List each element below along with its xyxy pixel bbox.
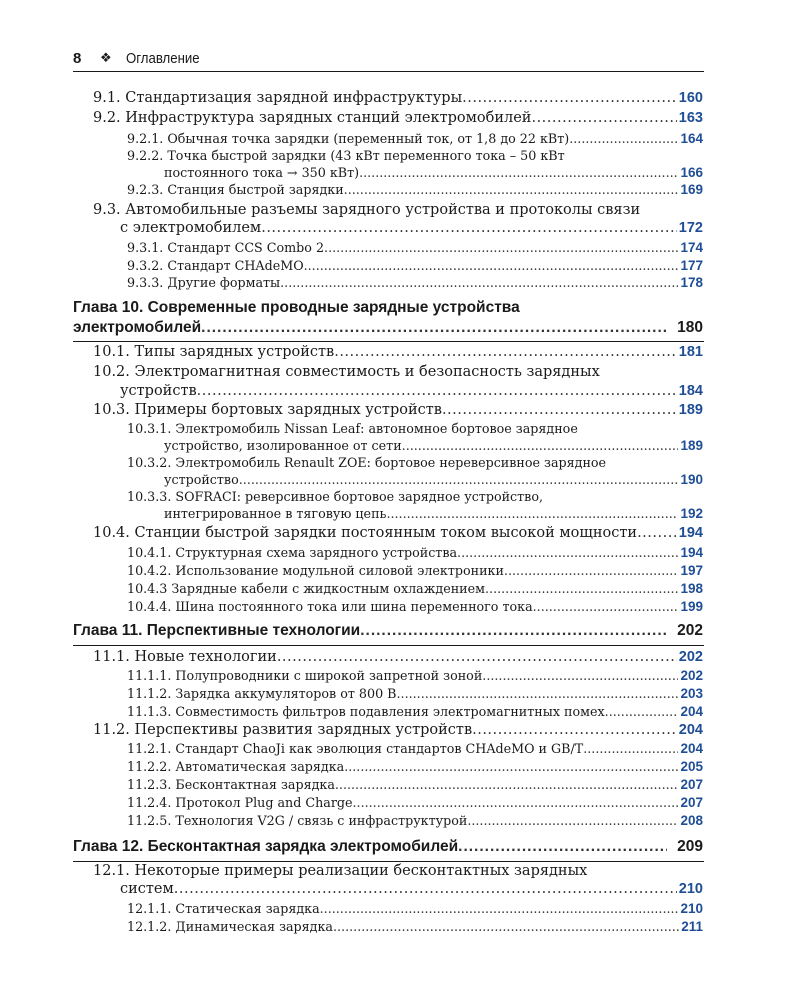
toc-page-number[interactable]: 203: [680, 686, 703, 701]
toc-entry-9-2-3[interactable]: [127, 182, 703, 197]
toc-page-number[interactable]: 199: [680, 599, 703, 614]
toc-page-number[interactable]: 177: [680, 258, 703, 273]
toc-entry-title: 9.1. Стандартизация зарядной инфраструктуры: [93, 90, 463, 106]
chapter-title: Глава 12. Бесконтактная зарядка электромобилей: [73, 838, 459, 855]
toc-entry-9-2-1[interactable]: [127, 131, 703, 146]
toc-page-number[interactable]: 166: [680, 165, 703, 180]
toc-page-number[interactable]: 192: [680, 506, 703, 521]
toc-page-number[interactable]: 181: [678, 344, 703, 360]
toc-entry-title: 9.2. Инфраструктура зарядных станций электромобилей: [93, 110, 532, 126]
toc-entry-title: 11.1.1. Полупроводники с широкой запретной зоной: [127, 668, 483, 683]
toc-page-number[interactable]: 204: [680, 704, 703, 719]
toc-entry-title: 10.4. Станции быстрой зарядки постоянным током высокой мощности: [93, 525, 638, 541]
toc-page-number[interactable]: 178: [680, 275, 703, 290]
toc-entry-11-2-3[interactable]: [127, 777, 703, 792]
toc-entry-11-1[interactable]: [93, 649, 703, 665]
toc-entry-title: 9.2.3. Станция быстрой зарядки: [127, 182, 344, 197]
toc-entry-9-3[interactable]: [120, 220, 703, 236]
toc-entry-title: 11.2.2. Автоматическая зарядка: [127, 759, 345, 774]
toc-entry-title: 11.2.1. Стандарт ChaoJi как эволюция стандартов CHAdeMO и GB/T: [127, 741, 584, 756]
toc-entry-11-2-5[interactable]: [127, 813, 703, 828]
toc-page-number[interactable]: 198: [680, 581, 703, 596]
chapter-11[interactable]: [73, 622, 703, 640]
toc-page-number[interactable]: 202: [677, 622, 703, 639]
toc-page-number[interactable]: 180: [677, 319, 703, 336]
toc-page-number[interactable]: 204: [678, 722, 703, 738]
toc-entry-title: 11.2.3. Бесконтактная зарядка: [127, 777, 335, 792]
toc-entry-10-4-3[interactable]: [127, 581, 703, 596]
toc-entry-title: 12.1.1. Статическая зарядка: [127, 901, 320, 916]
toc-entry-title: устройств: [120, 383, 197, 399]
toc-page-number[interactable]: 210: [680, 901, 703, 916]
toc-entry-10-4-2[interactable]: [127, 563, 703, 578]
toc-page-number[interactable]: 209: [677, 838, 703, 855]
toc-page-number[interactable]: 194: [678, 525, 703, 541]
toc-page-number[interactable]: 194: [680, 545, 703, 560]
toc-entry-title: постоянного тока → 350 кВт): [164, 165, 360, 180]
toc-page-number[interactable]: 197: [680, 563, 703, 578]
toc-entry-9-3-1[interactable]: [127, 240, 703, 255]
toc-entry-title: 10.1. Типы зарядных устройств: [93, 344, 335, 360]
toc-entry-title: 10.3. Примеры бортовых зарядных устройств: [93, 402, 442, 418]
toc-entry-10-3-1[interactable]: [164, 438, 703, 453]
toc-entry-title: устройство, изолированное от сети: [164, 438, 402, 453]
toc-entry-9-2[interactable]: [93, 110, 703, 126]
toc-entry-11-2[interactable]: [93, 722, 703, 738]
toc-page-number[interactable]: 189: [680, 438, 703, 453]
toc-entry-title: 11.2. Перспективы развития зарядных устройств: [93, 722, 473, 738]
toc-page-number[interactable]: 207: [680, 795, 703, 810]
toc-page-number[interactable]: 172: [678, 220, 703, 236]
toc-entry-10-3-3[interactable]: [164, 506, 703, 521]
toc-page-number[interactable]: 202: [680, 668, 703, 683]
toc-entry-title: 9.2.1. Обычная точка зарядки (переменный ток, от 1,8 до 22 кВт): [127, 131, 570, 146]
toc-entry-11-1-3[interactable]: [127, 704, 703, 719]
toc-entry-11-2-4[interactable]: [127, 795, 703, 810]
toc-entry-title: 9.3.1. Стандарт CCS Combo 2: [127, 240, 325, 255]
chapter-10-line1: Глава 10. Современные проводные зарядные устройства: [73, 299, 520, 316]
toc-entry-title: устройство: [164, 472, 239, 487]
chapter-divider: [73, 341, 704, 342]
toc-entry-10-1[interactable]: [93, 344, 703, 360]
toc-entry-title: 10.4.4. Шина постоянного тока или шина переменного тока: [127, 599, 533, 614]
chapter-divider: [73, 861, 704, 862]
diamond-icon: ❖: [100, 50, 112, 65]
chapter-10[interactable]: [73, 319, 703, 337]
toc-entry-9-2-2-line1: 9.2.2. Точка быстрой зарядки (43 кВт переменного тока – 50 кВт: [127, 148, 565, 163]
toc-page-number[interactable]: 169: [680, 182, 703, 197]
chapter-title: Глава 11. Перспективные технологии: [73, 622, 361, 639]
toc-page-number[interactable]: 160: [678, 90, 703, 106]
toc-page-number[interactable]: 211: [681, 919, 703, 934]
toc-entry-title: 10.4.2. Использование модульной силовой электроники: [127, 563, 504, 578]
toc-entry-title: 11.1. Новые технологии: [93, 649, 277, 665]
toc-entry-12-1[interactable]: [120, 881, 703, 897]
toc-entry-11-2-1[interactable]: [127, 741, 703, 756]
toc-entry-12-1-line1: 12.1. Некоторые примеры реализации бесконтактных зарядных: [93, 863, 588, 879]
toc-entry-10-4-4[interactable]: [127, 599, 703, 614]
toc-entry-title: 9.3.3. Другие форматы: [127, 275, 281, 290]
toc-entry-title: интегрированное в тяговую цепь: [164, 506, 387, 521]
toc-entry-10-2-line1: 10.2. Электромагнитная совместимость и безопасность зарядных: [93, 364, 600, 380]
toc-entry-title: с электромобилем: [120, 220, 262, 236]
toc-entry-11-2-2[interactable]: [127, 759, 703, 774]
toc-entry-10-4-1[interactable]: [127, 545, 703, 560]
toc-entry-11-1-2[interactable]: [127, 686, 703, 701]
toc-entry-10-3-2-line1: 10.3.2. Электромобиль Renault ZOE: бортовое нереверсивное зарядное: [127, 455, 607, 470]
toc-entry-9-3-3[interactable]: [127, 275, 703, 290]
toc-page-number[interactable]: 208: [680, 813, 703, 828]
toc-entry-title: систем: [120, 881, 174, 897]
toc-entry-title: 12.1.2. Динамическая зарядка: [127, 919, 333, 934]
toc-page-number[interactable]: 184: [678, 383, 703, 399]
chapter-12[interactable]: [73, 838, 703, 856]
toc-entry-12-1-2[interactable]: [127, 919, 703, 934]
toc-entry-10-3-2[interactable]: [164, 472, 703, 487]
toc-entry-9-1[interactable]: [93, 90, 703, 106]
toc-entry-title: 10.4.1. Структурная схема зарядного устройства: [127, 545, 458, 560]
header-title: Оглавление: [126, 50, 200, 67]
toc-entry-9-2-2[interactable]: [164, 165, 703, 180]
toc-entry-10-3-3-line1: 10.3.3. SOFRACI: реверсивное бортовое зарядное устройство,: [127, 489, 543, 504]
toc-entry-12-1-1[interactable]: [127, 901, 703, 916]
toc-page-number[interactable]: 202: [678, 649, 703, 665]
toc-page-number[interactable]: 164: [680, 131, 703, 146]
toc-entry-10-3-1-line1: 10.3.1. Электромобиль Nissan Leaf: автономное бортовое зарядное: [127, 421, 578, 436]
toc-entry-title: 11.1.2. Зарядка аккумуляторов от 800 В: [127, 686, 397, 701]
toc-entry-title: 11.1.3. Совместимость фильтров подавления электромагнитных помех: [127, 704, 605, 719]
running-header: [73, 49, 704, 72]
toc-entry-10-3[interactable]: [93, 402, 703, 418]
toc-page-number[interactable]: 189: [678, 402, 703, 418]
toc-entry-title: 10.4.3 Зарядные кабели с жидкостным охлаждением: [127, 581, 486, 596]
toc-entry-title: 11.2.4. Протокол Plug and Charge: [127, 795, 353, 810]
toc-page-number[interactable]: 207: [680, 777, 703, 792]
chapter-divider: [73, 645, 704, 646]
toc-page-number[interactable]: 163: [678, 110, 703, 126]
toc-entry-9-3-2[interactable]: [127, 258, 703, 273]
toc-page-number[interactable]: 190: [680, 472, 703, 487]
toc-page-number[interactable]: 204: [680, 741, 703, 756]
page-number: 8: [73, 50, 82, 67]
toc-entry-10-4[interactable]: [93, 525, 703, 541]
toc-page-number[interactable]: 210: [678, 881, 703, 897]
chapter-title: электромобилей: [73, 319, 202, 336]
toc-page-number[interactable]: 174: [680, 240, 703, 255]
toc-entry-10-2[interactable]: [120, 383, 703, 399]
toc-page-number[interactable]: 205: [680, 759, 703, 774]
toc-entry-title: 9.3.2. Стандарт CHAdeMO: [127, 258, 304, 273]
toc-entry-title: 11.2.5. Технология V2G / связь с инфраструктурой: [127, 813, 468, 828]
toc-entry-11-1-1[interactable]: [127, 668, 703, 683]
toc-entry-9-3-line1: 9.3. Автомобильные разъемы зарядного устройства и протоколы связи: [93, 202, 641, 218]
